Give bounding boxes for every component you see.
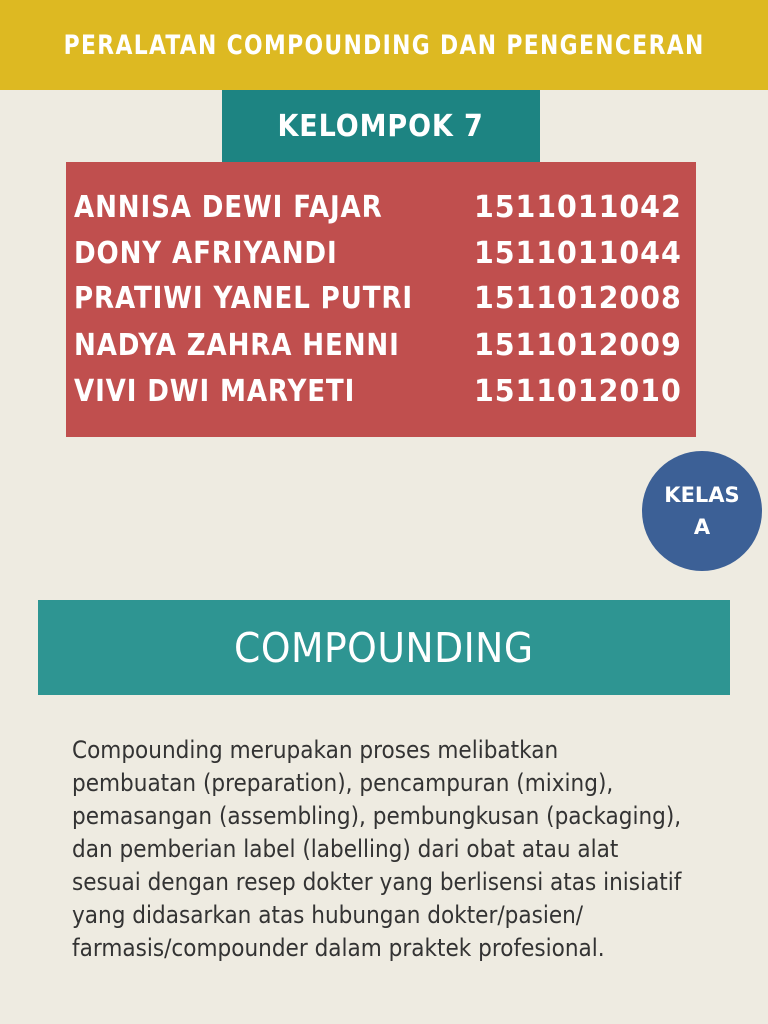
member-id: 1511011044 bbox=[474, 236, 682, 271]
member-row bbox=[66, 190, 696, 236]
members-box bbox=[66, 162, 696, 437]
member-name: PRATIWI YANEL PUTRI bbox=[74, 281, 413, 316]
member-id: 1511012009 bbox=[474, 328, 682, 363]
group-header bbox=[222, 90, 540, 162]
top-banner bbox=[0, 0, 768, 90]
class-badge-label: KELAS bbox=[664, 483, 740, 507]
member-id: 1511012008 bbox=[474, 281, 682, 316]
member-row bbox=[66, 328, 696, 374]
description-line: dan pemberian label (labelling) dari obat atau alat bbox=[72, 835, 619, 863]
section-title: COMPOUNDING bbox=[234, 623, 534, 672]
description-line: pembuatan (preparation), pencampuran (mixing), bbox=[72, 769, 614, 797]
description-line: yang didasarkan atas hubungan dokter/pasien/ bbox=[72, 901, 584, 929]
class-badge-value: A bbox=[693, 515, 711, 539]
class-badge bbox=[642, 451, 762, 571]
member-row bbox=[66, 281, 696, 327]
description-line: Compounding merupakan proses melibatkan bbox=[72, 736, 559, 764]
group-title: KELOMPOK 7 bbox=[277, 108, 485, 144]
description-line: pemasangan (assembling), pembungkusan (packaging), bbox=[72, 802, 682, 830]
section-header bbox=[38, 600, 730, 695]
member-id: 1511011042 bbox=[474, 190, 682, 225]
member-name: NADYA ZAHRA HENNI bbox=[74, 328, 400, 363]
member-id: 1511012010 bbox=[474, 374, 682, 409]
page-title: PERALATAN COMPOUNDING DAN PENGENCERAN bbox=[63, 29, 705, 61]
member-row bbox=[66, 374, 696, 420]
description-line: farmasis/compounder dalam praktek profesional. bbox=[72, 934, 605, 962]
description-line: sesuai dengan resep dokter yang berlisensi atas inisiatif bbox=[72, 868, 682, 896]
member-name: VIVI DWI MARYETI bbox=[74, 374, 356, 409]
description-paragraph bbox=[72, 734, 732, 965]
member-name: ANNISA DEWI FAJAR bbox=[74, 190, 383, 225]
member-name: DONY AFRIYANDI bbox=[74, 236, 338, 271]
member-row bbox=[66, 236, 696, 282]
